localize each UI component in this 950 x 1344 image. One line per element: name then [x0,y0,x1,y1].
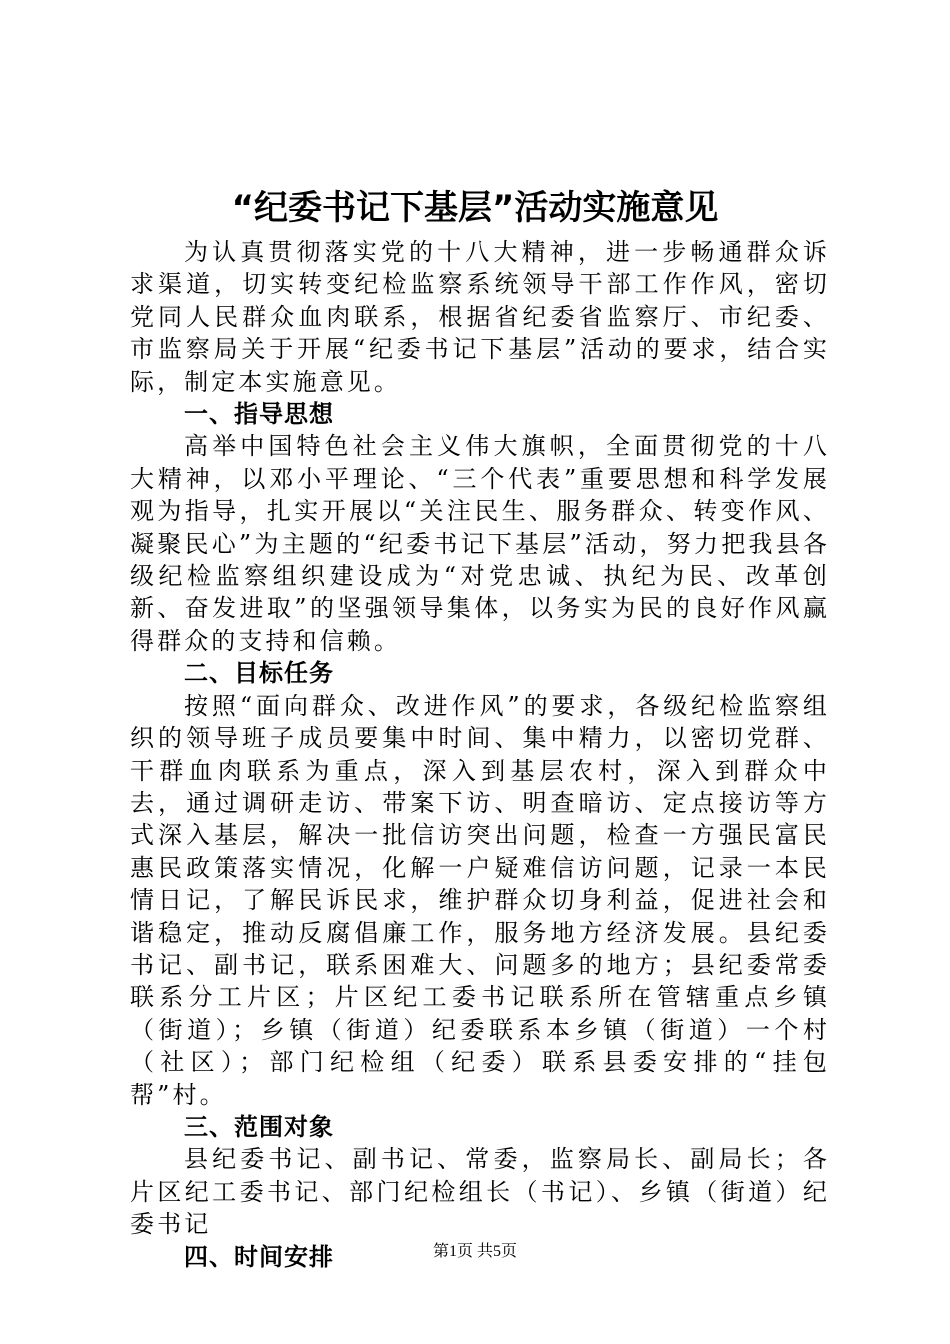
document-body [130,236,830,1273]
document-title: “纪委书记下基层”活动实施意见 [231,188,719,228]
intro-paragraph: 为认真贯彻落实党的十八大精神，进一步畅通群众诉求渠道，切实转变纪检监察系统领导干部工作作风，密切党同人民群众血肉联系，根据省纪委省监察厅、市纪委、市监察局关于开展“纪委书记下基层”活动的要求，结合实际，制定本实施意见。 [130,238,830,396]
section-paragraph-guiding-ideology: 高举中国特色社会主义伟大旗帜，全面贯彻党的十八大精神，以邓小平理论、“三个代表”重要思想和科学发展观为指导，扎实开展以“关注民生、服务群众、转变作风、凝聚民心”为主题的“纪委书记下基层”活动，努力把我县各级纪检监察组织建设成为“对党忠诚、执纪为民、改革创新、奋发进取”的坚强领导集体，以务实为民的良好作风赢得群众的支持和信赖。 [130,432,830,655]
section-heading-schedule: 四、时间安排 [184,1242,334,1271]
section-heading-guiding-ideology: 一、指导思想 [184,400,334,429]
section-paragraph-goals-tasks: 按照“面向群众、改进作风”的要求，各级纪检监察组织的领导班子成员要集中时间、集中精力，以密切党群、干群血肉联系为重点，深入到基层农村，深入到群众中去，通过调研走访、带案下访、明查暗访、定点接访等方式深入基层，解决一批信访突出问题，检查一方强民富民惠民政策落实情况，化解一户疑难信访问题，记录一本民情日记，了解民诉民求，维护群众切身利益，促进社会和谐稳定，推动反腐倡廉工作，服务地方经济发展。县纪委书记、副书记，联系困难大、问题多的地方；县纪委常委联系分工片区；片区纪工委书记联系所在管辖重点乡镇（街道）；乡镇（街道）纪委联系本乡镇（街道）一个村（社区）；部门纪检组（纪委）联系县委安排的“挂包帮”村。 [130,691,830,1109]
section-heading-goals-tasks: 二、目标任务 [184,659,334,688]
page-number-footer: 第1页 共5页 [432,1243,517,1260]
section-paragraph-scope: 县纪委书记、副书记、常委，监察局长、副局长；各片区纪工委书记、部门纪检组长（书记）、乡镇（街道）纪委书记 [130,1145,830,1239]
section-heading-scope: 三、范围对象 [184,1112,334,1141]
